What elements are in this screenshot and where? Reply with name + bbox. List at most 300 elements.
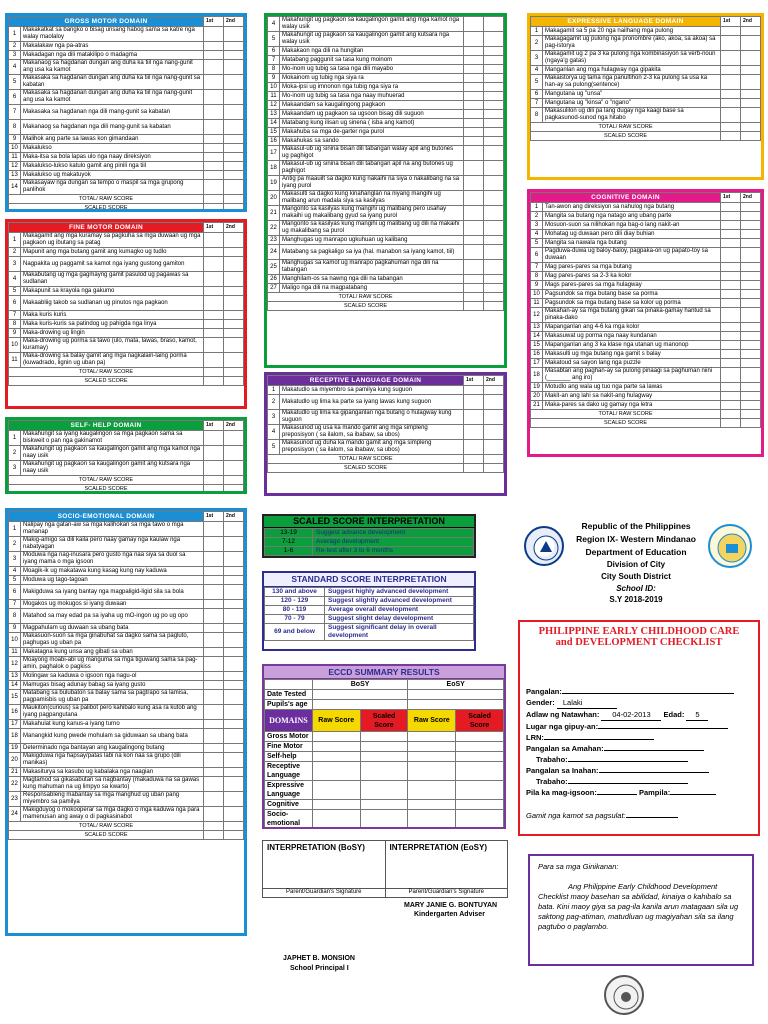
summary-score-cell[interactable] [312,781,360,800]
first-rating-cell[interactable] [204,705,224,720]
second-rating-cell[interactable] [224,42,244,51]
summary-score-cell[interactable] [408,762,456,781]
first-rating-cell[interactable] [204,753,224,768]
first-rating-cell[interactable] [464,395,484,410]
amahan-field[interactable] [604,750,704,751]
second-rating-cell[interactable] [224,600,244,609]
first-rating-cell[interactable] [204,60,224,75]
summary-score-cell[interactable] [456,732,504,742]
item-text: Makagamit ug 2 pa 3 ka pulong nga kombinasiyon sa verb-noun (ngaya'g gatas) [543,51,721,66]
first-rating-cell[interactable] [464,65,484,74]
second-rating-cell[interactable] [741,272,761,281]
second-rating-cell[interactable] [224,248,244,257]
first-rating-cell[interactable] [464,110,484,119]
second-rating-cell[interactable] [741,392,761,401]
summary-score-cell[interactable] [312,810,360,829]
second-rating-cell[interactable] [484,137,504,146]
first-rating-cell[interactable] [464,47,484,56]
total-second[interactable] [224,476,244,485]
total-first[interactable] [204,195,224,204]
second-rating-cell[interactable] [741,212,761,221]
second-rating-cell[interactable] [741,350,761,359]
second-rating-cell[interactable] [484,410,504,425]
scaled-second[interactable] [741,419,761,428]
second-rating-cell[interactable] [484,191,504,206]
first-rating-cell[interactable] [464,425,484,440]
second-rating-cell[interactable] [224,180,244,195]
second-rating-cell[interactable] [224,624,244,633]
second-rating-cell[interactable] [741,263,761,272]
first-rating-cell[interactable] [721,203,741,212]
second-rating-cell[interactable] [224,446,244,461]
summary-score-cell[interactable] [360,742,408,752]
summary-score-cell[interactable] [408,781,456,800]
second-rating-cell[interactable] [484,260,504,275]
second-rating-cell[interactable] [741,248,761,263]
first-rating-cell[interactable] [721,281,741,290]
second-rating-cell[interactable] [224,320,244,329]
second-rating-cell[interactable] [484,206,504,221]
first-rating-cell[interactable] [721,27,741,36]
first-rating-cell[interactable] [204,624,224,633]
first-rating-cell[interactable] [721,90,741,99]
second-rating-cell[interactable] [224,567,244,576]
gender-field[interactable]: Lalaki [557,697,617,709]
second-rating-cell[interactable] [741,90,761,99]
second-rating-cell[interactable] [224,233,244,248]
second-rating-cell[interactable] [224,135,244,144]
summary-score-cell[interactable] [360,800,408,810]
second-rating-cell[interactable] [484,275,504,284]
first-rating-cell[interactable] [464,440,484,455]
total-second[interactable] [484,293,504,302]
second-rating-cell[interactable] [224,171,244,180]
second-rating-cell[interactable] [224,552,244,567]
second-rating-cell[interactable] [224,311,244,320]
second-rating-cell[interactable] [224,609,244,624]
second-rating-cell[interactable] [224,431,244,446]
second-rating-cell[interactable] [224,777,244,792]
scaled-first[interactable] [464,302,484,311]
first-rating-cell[interactable] [464,32,484,47]
first-rating-cell[interactable] [721,383,741,392]
second-rating-cell[interactable] [224,648,244,657]
second-rating-cell[interactable] [224,792,244,807]
gamit-field[interactable] [626,817,678,818]
second-rating-cell[interactable] [224,585,244,600]
second-rating-cell[interactable] [484,386,504,395]
second-rating-cell[interactable] [484,83,504,92]
second-rating-cell[interactable] [484,176,504,191]
first-rating-cell[interactable] [464,101,484,110]
second-rating-cell[interactable] [741,203,761,212]
first-rating-cell[interactable] [204,329,224,338]
first-rating-cell[interactable] [464,83,484,92]
second-rating-cell[interactable] [741,221,761,230]
first-rating-cell[interactable] [721,75,741,90]
second-rating-cell[interactable] [224,744,244,753]
second-rating-cell[interactable] [741,108,761,123]
first-rating-cell[interactable] [204,792,224,807]
first-rating-cell[interactable] [464,56,484,65]
second-rating-cell[interactable] [741,299,761,308]
first-rating-cell[interactable] [204,585,224,600]
first-rating-cell[interactable] [204,657,224,672]
second-rating-cell[interactable] [484,74,504,83]
second-rating-cell[interactable] [484,161,504,176]
second-rating-cell[interactable] [224,257,244,272]
scaled-second[interactable] [484,302,504,311]
first-rating-cell[interactable] [721,290,741,299]
first-rating-cell[interactable] [464,245,484,260]
second-rating-cell[interactable] [224,705,244,720]
summary-total-cell[interactable] [456,829,504,830]
first-rating-cell[interactable] [464,161,484,176]
total-second[interactable] [224,368,244,377]
second-rating-cell[interactable] [484,101,504,110]
second-rating-cell[interactable] [741,323,761,332]
summary-score-cell[interactable] [360,752,408,762]
first-rating-cell[interactable] [204,353,224,368]
first-rating-cell[interactable] [204,153,224,162]
first-rating-cell[interactable] [464,221,484,236]
first-rating-cell[interactable] [204,552,224,567]
scaled-second[interactable] [224,377,244,386]
second-rating-cell[interactable] [484,221,504,236]
first-rating-cell[interactable] [721,66,741,75]
first-rating-cell[interactable] [721,272,741,281]
total-first[interactable] [204,476,224,485]
second-rating-cell[interactable] [484,56,504,65]
first-rating-cell[interactable] [721,230,741,239]
summary-score-cell[interactable] [360,781,408,800]
first-rating-cell[interactable] [721,108,741,123]
second-rating-cell[interactable] [224,657,244,672]
first-rating-cell[interactable] [464,146,484,161]
first-rating-cell[interactable] [721,239,741,248]
second-rating-cell[interactable] [741,383,761,392]
pampila-field[interactable] [670,794,716,795]
trabaho-field[interactable] [568,761,688,762]
scaled-second[interactable] [224,485,244,494]
second-rating-cell[interactable] [484,17,504,32]
summary-score-cell[interactable] [312,742,360,752]
first-rating-cell[interactable] [464,92,484,101]
total-second[interactable] [224,822,244,831]
first-rating-cell[interactable] [204,51,224,60]
total-second[interactable] [741,123,761,132]
second-rating-cell[interactable] [484,32,504,47]
second-rating-cell[interactable] [224,60,244,75]
second-rating-cell[interactable] [484,284,504,293]
first-rating-cell[interactable] [204,576,224,585]
second-rating-cell[interactable] [224,90,244,105]
second-rating-cell[interactable] [224,807,244,822]
first-rating-cell[interactable] [204,807,224,822]
total-second[interactable] [741,410,761,419]
edad-field[interactable]: 5 [686,709,708,721]
first-rating-cell[interactable] [204,681,224,690]
first-rating-cell[interactable] [204,729,224,744]
second-rating-cell[interactable] [741,332,761,341]
second-rating-cell[interactable] [224,768,244,777]
first-rating-cell[interactable] [204,522,224,537]
total-first[interactable] [721,123,741,132]
second-rating-cell[interactable] [484,146,504,161]
first-rating-cell[interactable] [204,648,224,657]
scaled-first[interactable] [721,419,741,428]
summary-score-cell[interactable] [456,752,504,762]
first-rating-cell[interactable] [464,410,484,425]
second-rating-cell[interactable] [484,65,504,74]
total-second[interactable] [484,455,504,464]
summary-score-cell[interactable] [456,742,504,752]
first-rating-cell[interactable] [464,17,484,32]
second-rating-cell[interactable] [484,110,504,119]
second-rating-cell[interactable] [224,353,244,368]
second-rating-cell[interactable] [224,633,244,648]
second-rating-cell[interactable] [741,66,761,75]
first-rating-cell[interactable] [204,144,224,153]
first-rating-cell[interactable] [721,212,741,221]
first-rating-cell[interactable] [204,90,224,105]
first-rating-cell[interactable] [204,296,224,311]
first-rating-cell[interactable] [204,672,224,681]
pila-field[interactable] [597,794,637,795]
first-rating-cell[interactable] [204,162,224,171]
scaled-first[interactable] [204,831,224,840]
second-rating-cell[interactable] [741,368,761,383]
summary-score-cell[interactable] [360,810,408,829]
first-rating-cell[interactable] [464,176,484,191]
first-rating-cell[interactable] [721,323,741,332]
first-rating-cell[interactable] [204,105,224,120]
summary-score-cell[interactable] [408,752,456,762]
first-rating-cell[interactable] [721,308,741,323]
second-rating-cell[interactable] [224,681,244,690]
scaled-first[interactable] [204,485,224,494]
second-rating-cell[interactable] [224,729,244,744]
second-rating-cell[interactable] [224,753,244,768]
first-rating-cell[interactable] [464,284,484,293]
second-rating-cell[interactable] [741,230,761,239]
second-rating-cell[interactable] [484,245,504,260]
first-rating-cell[interactable] [204,272,224,287]
second-rating-cell[interactable] [224,272,244,287]
second-rating-cell[interactable] [224,537,244,552]
adlaw-field[interactable]: 04-02-2013 [601,709,661,721]
summary-score-cell[interactable] [456,800,504,810]
summary-score-cell[interactable] [360,762,408,781]
summary-score-cell[interactable] [408,810,456,829]
second-rating-cell[interactable] [224,153,244,162]
first-rating-cell[interactable] [721,248,741,263]
second-rating-cell[interactable] [484,440,504,455]
first-rating-cell[interactable] [204,257,224,272]
first-rating-cell[interactable] [204,777,224,792]
summary-score-cell[interactable] [456,810,504,829]
scaled-first[interactable] [204,204,224,213]
summary-score-cell[interactable] [456,762,504,781]
second-rating-cell[interactable] [741,239,761,248]
first-rating-cell[interactable] [204,338,224,353]
scaled-second[interactable] [484,464,504,473]
summary-score-cell[interactable] [408,732,456,742]
first-rating-cell[interactable] [464,275,484,284]
second-rating-cell[interactable] [224,690,244,705]
first-rating-cell[interactable] [204,690,224,705]
summary-score-cell[interactable] [408,742,456,752]
total-first[interactable] [464,455,484,464]
second-rating-cell[interactable] [484,128,504,137]
trabaho2-field[interactable] [568,783,688,784]
bosy-value[interactable] [312,700,408,710]
first-rating-cell[interactable] [464,137,484,146]
first-rating-cell[interactable] [204,600,224,609]
lugar-field[interactable] [598,728,728,729]
first-rating-cell[interactable] [464,74,484,83]
first-rating-cell[interactable] [464,236,484,245]
second-rating-cell[interactable] [741,75,761,90]
eosy-value[interactable] [408,700,504,710]
eosy-value[interactable] [408,690,504,700]
scaled-first[interactable] [204,377,224,386]
second-rating-cell[interactable] [741,308,761,323]
second-rating-cell[interactable] [224,296,244,311]
summary-score-cell[interactable] [456,781,504,800]
first-rating-cell[interactable] [204,248,224,257]
first-rating-cell[interactable] [721,392,741,401]
first-rating-cell[interactable] [721,263,741,272]
first-rating-cell[interactable] [204,75,224,90]
second-rating-cell[interactable] [741,281,761,290]
first-rating-cell[interactable] [464,260,484,275]
second-rating-cell[interactable] [224,287,244,296]
first-rating-cell[interactable] [204,42,224,51]
second-rating-cell[interactable] [224,105,244,120]
first-rating-cell[interactable] [721,299,741,308]
scaled-second[interactable] [224,831,244,840]
total-second[interactable] [224,195,244,204]
inahan-field[interactable] [599,772,709,773]
first-rating-cell[interactable] [204,431,224,446]
first-rating-cell[interactable] [721,332,741,341]
second-rating-cell[interactable] [224,27,244,42]
total-first[interactable] [204,368,224,377]
summary-score-cell[interactable] [312,762,360,781]
summary-score-cell[interactable] [312,800,360,810]
summary-score-cell[interactable] [312,752,360,762]
second-rating-cell[interactable] [224,75,244,90]
second-rating-cell[interactable] [741,401,761,410]
first-rating-cell[interactable] [721,36,741,51]
first-rating-cell[interactable] [204,171,224,180]
second-rating-cell[interactable] [224,144,244,153]
second-rating-cell[interactable] [741,341,761,350]
pangalan-field[interactable] [562,693,734,694]
first-rating-cell[interactable] [721,401,741,410]
total-first[interactable] [204,822,224,831]
total-first[interactable] [464,293,484,302]
first-rating-cell[interactable] [204,633,224,648]
second-rating-cell[interactable] [484,395,504,410]
second-rating-cell[interactable] [224,162,244,171]
second-rating-cell[interactable] [484,92,504,101]
second-rating-cell[interactable] [741,290,761,299]
second-rating-cell[interactable] [741,359,761,368]
summary-score-cell[interactable] [408,800,456,810]
second-rating-cell[interactable] [224,672,244,681]
second-rating-cell[interactable] [224,720,244,729]
total-first[interactable] [721,410,741,419]
second-rating-cell[interactable] [224,120,244,135]
first-rating-cell[interactable] [204,537,224,552]
first-rating-cell[interactable] [721,221,741,230]
summary-total-cell[interactable] [360,829,408,830]
first-rating-cell[interactable] [721,51,741,66]
first-rating-cell[interactable] [204,446,224,461]
first-rating-cell[interactable] [204,609,224,624]
second-rating-cell[interactable] [741,27,761,36]
second-rating-cell[interactable] [741,51,761,66]
first-rating-cell[interactable] [464,206,484,221]
bosy-value[interactable] [312,690,408,700]
second-rating-cell[interactable] [484,236,504,245]
scaled-second[interactable] [224,204,244,213]
first-rating-cell[interactable] [204,27,224,42]
second-rating-cell[interactable] [224,338,244,353]
second-rating-cell[interactable] [484,425,504,440]
first-rating-cell[interactable] [204,567,224,576]
first-rating-cell[interactable] [464,128,484,137]
first-rating-cell[interactable] [204,461,224,476]
first-rating-cell[interactable] [204,120,224,135]
first-rating-cell[interactable] [204,233,224,248]
second-rating-cell[interactable] [224,576,244,585]
first-rating-cell[interactable] [204,320,224,329]
first-rating-cell[interactable] [204,135,224,144]
summary-score-cell[interactable] [360,732,408,742]
first-rating-cell[interactable] [721,368,741,383]
first-rating-cell[interactable] [464,119,484,128]
first-rating-cell[interactable] [721,99,741,108]
second-rating-cell[interactable] [224,329,244,338]
second-rating-cell[interactable] [741,36,761,51]
first-rating-cell[interactable] [721,350,741,359]
first-rating-cell[interactable] [204,180,224,195]
first-rating-cell[interactable] [204,720,224,729]
first-rating-cell[interactable] [204,768,224,777]
lrn-field[interactable] [544,739,654,740]
second-rating-cell[interactable] [224,461,244,476]
scaled-first[interactable] [721,132,741,141]
first-rating-cell[interactable] [204,744,224,753]
second-rating-cell[interactable] [484,47,504,56]
second-rating-cell[interactable] [224,522,244,537]
first-rating-cell[interactable] [721,359,741,368]
summary-score-cell[interactable] [312,732,360,742]
first-rating-cell[interactable] [204,287,224,296]
first-rating-cell[interactable] [464,386,484,395]
scaled-first[interactable] [464,464,484,473]
first-rating-cell[interactable] [204,311,224,320]
first-rating-cell[interactable] [464,191,484,206]
scaled-second[interactable] [741,132,761,141]
second-rating-cell[interactable] [484,119,504,128]
first-rating-cell[interactable] [721,341,741,350]
second-rating-cell[interactable] [224,51,244,60]
second-rating-cell[interactable] [741,99,761,108]
